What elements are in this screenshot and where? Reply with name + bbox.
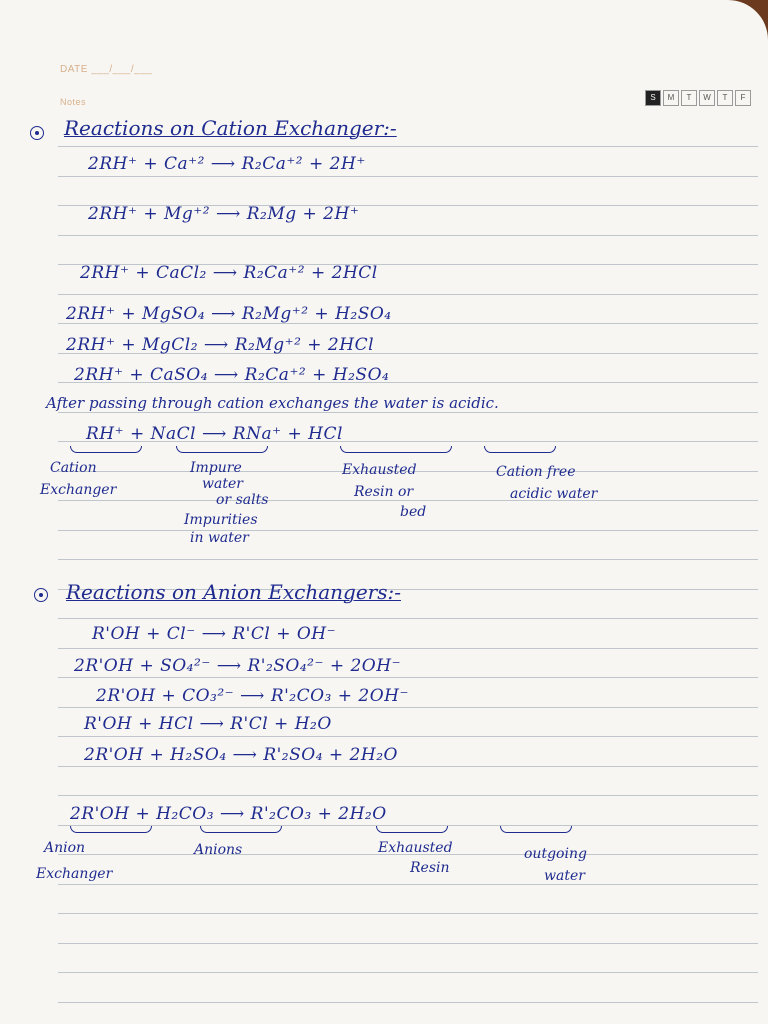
ruled-line <box>58 618 758 619</box>
weekday-strip <box>645 90 751 106</box>
label-cation-exchanger: Exchanger <box>40 482 117 498</box>
brace-mark <box>70 446 142 453</box>
weekday-box: M <box>663 90 679 106</box>
label-exhausted-resin-anion: Exhausted <box>378 840 453 856</box>
label-impurities: in water <box>190 530 249 546</box>
label-cation-free: acidic water <box>510 486 598 502</box>
label-outgoing-water: water <box>544 868 585 884</box>
brace-mark <box>500 826 572 833</box>
brace-mark <box>200 826 282 833</box>
cation-heading: Reactions on Cation Exchanger:- <box>64 116 397 140</box>
label-anion-exchanger: Anion <box>44 840 86 856</box>
weekday-box: T <box>717 90 733 106</box>
brace-mark <box>176 446 268 453</box>
cation-equation: 2RH⁺ + MgSO₄ ⟶ R₂Mg⁺² + H₂SO₄ <box>66 304 392 324</box>
weekday-box: T <box>681 90 697 106</box>
label-exhausted-resin: Resin or <box>354 484 414 500</box>
ruled-line <box>58 294 758 295</box>
cation-equation: 2RH⁺ + Ca⁺² ⟶ R₂Ca⁺² + 2H⁺ <box>88 154 366 174</box>
brace-mark <box>70 826 152 833</box>
weekday-box: S <box>645 90 661 106</box>
label-impure-water: Impure <box>190 460 242 476</box>
ruled-line <box>58 176 758 177</box>
weekday-box: F <box>735 90 751 106</box>
brace-mark <box>484 446 556 453</box>
anion-equation: 2R'OH + H₂SO₄ ⟶ R'₂SO₄ + 2H₂O <box>84 745 398 765</box>
label-anions: Anions <box>194 842 243 858</box>
cation-equation: 2RH⁺ + CaCl₂ ⟶ R₂Ca⁺² + 2HCl <box>80 263 378 283</box>
label-exhausted-resin: bed <box>400 504 427 520</box>
ruled-line <box>58 677 758 678</box>
anion-equation: 2R'OH + CO₃²⁻ ⟶ R'₂CO₃ + 2OH⁻ <box>96 686 409 706</box>
brace-mark <box>340 446 452 453</box>
bullet-icon <box>30 126 44 140</box>
ruled-line <box>58 943 758 944</box>
bullet-icon <box>34 588 48 602</box>
label-impure-water: water <box>202 476 243 492</box>
ruled-line <box>58 913 758 914</box>
weekday-box: W <box>699 90 715 106</box>
ruled-line <box>58 884 758 885</box>
anion-equation: 2R'OH + SO₄²⁻ ⟶ R'₂SO₄²⁻ + 2OH⁻ <box>74 656 402 676</box>
brace-mark <box>376 826 448 833</box>
label-outgoing-water: outgoing <box>524 846 587 862</box>
ruled-line <box>58 146 758 147</box>
label-impurities: Impurities <box>184 512 258 528</box>
cation-summary-equation: RH⁺ + NaCl ⟶ RNa⁺ + HCl <box>86 424 343 444</box>
ruled-line <box>58 972 758 973</box>
label-exhausted-resin-anion: Resin <box>410 860 450 876</box>
ruled-line <box>58 235 758 236</box>
anion-heading: Reactions on Anion Exchangers:- <box>66 580 401 604</box>
ruled-line <box>58 766 758 767</box>
notes-label: Notes <box>60 97 87 107</box>
anion-summary-equation: 2R'OH + H₂CO₃ ⟶ R'₂CO₃ + 2H₂O <box>70 804 387 824</box>
date-label: DATE ___/___/___ <box>60 64 153 75</box>
label-cation-exchanger: Cation <box>50 460 97 476</box>
ruled-line <box>58 736 758 737</box>
anion-equation: R'OH + Cl⁻ ⟶ R'Cl + OH⁻ <box>92 624 337 644</box>
ruled-line <box>58 1002 758 1003</box>
cation-equation: 2RH⁺ + MgCl₂ ⟶ R₂Mg⁺² + 2HCl <box>66 335 375 355</box>
anion-equation: R'OH + HCl ⟶ R'Cl + H₂O <box>84 714 332 734</box>
ruled-line <box>58 500 758 501</box>
cation-equation: 2RH⁺ + Mg⁺² ⟶ R₂Mg + 2H⁺ <box>88 204 360 224</box>
cation-equation: 2RH⁺ + CaSO₄ ⟶ R₂Ca⁺² + H₂SO₄ <box>74 365 390 385</box>
ruled-line <box>58 530 758 531</box>
label-impure-water: or salts <box>216 492 269 508</box>
cation-note: After passing through cation exchanges the water is acidic. <box>46 394 499 412</box>
label-cation-free: Cation free <box>496 464 576 480</box>
ruled-line <box>58 559 758 560</box>
ruled-line <box>58 795 758 796</box>
ruled-line <box>58 707 758 708</box>
label-anion-exchanger: Exchanger <box>36 866 113 882</box>
label-exhausted-resin: Exhausted <box>342 462 417 478</box>
ruled-line <box>58 648 758 649</box>
ruled-line <box>58 412 758 413</box>
